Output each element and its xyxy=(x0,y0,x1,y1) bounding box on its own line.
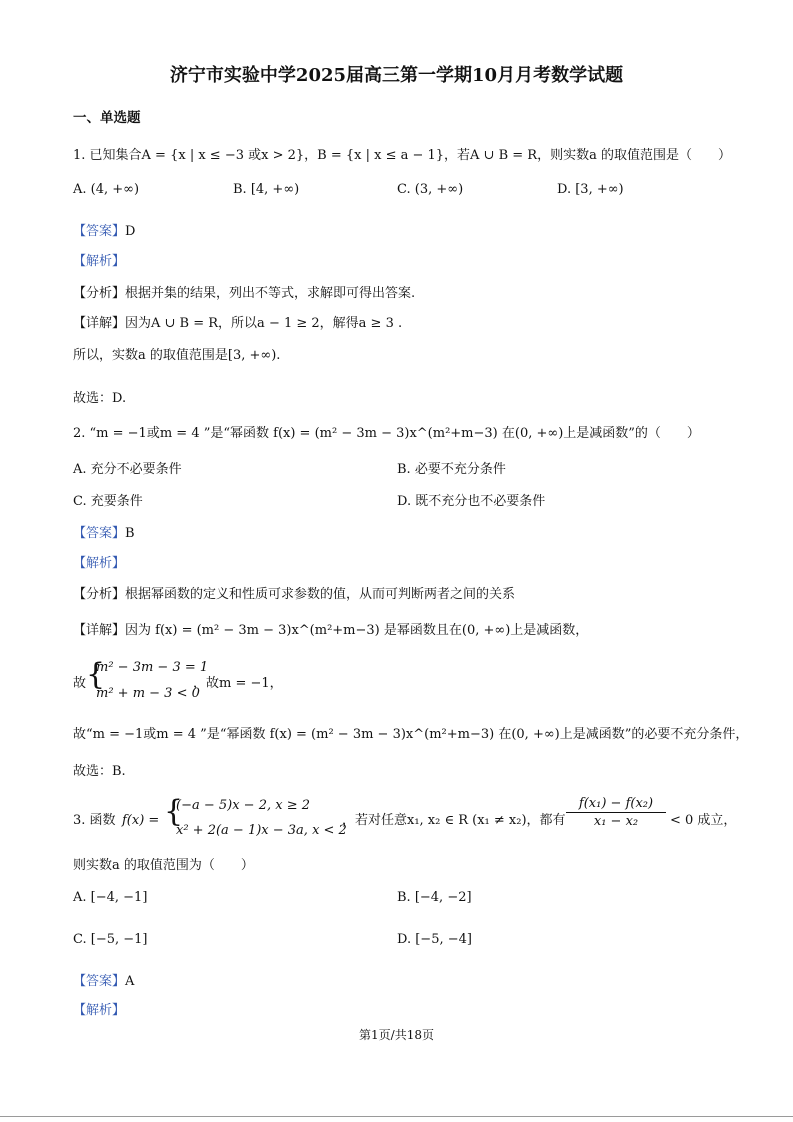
q2-answer xyxy=(73,526,135,542)
q2-gu: 故 xyxy=(73,676,87,691)
q1-option-d[interactable]: D. [3, +∞) xyxy=(557,182,624,197)
q1-conclusion: 所以，实数a 的取值范围是[3, +∞). xyxy=(73,348,281,363)
q1-fenxi xyxy=(73,286,415,302)
q2-stem: 2. “m = −1或m = 4 ”是“幂函数 f(x) = (m² − 3m − 3)x^(m²+m−3) 在(0, +∞)上是减函数”的（ ） xyxy=(73,426,700,441)
q1-xiangjie xyxy=(73,316,402,332)
q1-option-c[interactable]: C. (3, +∞) xyxy=(397,182,464,197)
fraction-numerator: f(x₁) − f(x₂) xyxy=(578,796,654,811)
fenxi-text: 根据幂函数的定义和性质可求参数的值，从而可判断两者之间的关系 xyxy=(125,587,516,602)
q3-num: 3. 函数 xyxy=(73,813,116,828)
q1-answer xyxy=(73,224,135,240)
answer-value: A xyxy=(125,974,135,989)
q3-option-a[interactable]: A. [−4, −1] xyxy=(73,890,148,905)
fraction-denominator: x₁ − x₂ xyxy=(593,814,639,829)
bottom-divider xyxy=(0,1116,793,1117)
answer-tag: 【答案】 xyxy=(73,526,126,541)
q2-analysis-tag: 【解析】 xyxy=(73,556,126,571)
answer-value: D xyxy=(125,224,136,239)
q2-option-b[interactable]: B. 必要不充分条件 xyxy=(397,462,506,477)
q1-choose: 故选：D. xyxy=(73,391,127,406)
q2-conclusion: 故“m = −1或m = 4 ”是“幂函数 f(x) = (m² − 3m − 3)x^(m²+m−3) 在(0, +∞)上是减函数”的必要不充分条件， xyxy=(73,727,749,742)
q3-option-c[interactable]: C. [−5, −1] xyxy=(73,932,148,947)
q3-answer xyxy=(73,974,134,990)
answer-tag: 【答案】 xyxy=(73,974,126,989)
q3-option-d[interactable]: D. [−5, −4] xyxy=(397,932,472,947)
answer-value: B xyxy=(125,526,135,541)
q1-option-b[interactable]: B. [4, +∞) xyxy=(233,182,300,197)
q1-option-a[interactable]: A. (4, +∞) xyxy=(73,182,140,197)
q3-piece-2: x² + 2(a − 1)x − 3a, x < 2 xyxy=(176,823,347,838)
q3-option-b[interactable]: B. [−4, −2] xyxy=(397,890,472,905)
q3-fraction xyxy=(566,796,666,829)
section-heading: 一、单选题 xyxy=(73,110,141,126)
q2-system-eq2: m² + m − 3 < 0 xyxy=(96,686,200,701)
q2-system-eq1: m² − 3m − 3 = 1 xyxy=(96,660,209,675)
xiangjie-text: 因为 f(x) = (m² − 3m − 3)x^(m²+m−3) 是幂函数且在(0, +∞)上是减函数， xyxy=(125,623,589,638)
q3-tail: < 0 成立， xyxy=(670,813,737,828)
fenxi-tag: 【分析】 xyxy=(73,587,126,602)
q3-fx: f(x) = xyxy=(122,813,160,828)
q3-mid: ，若对任意x₁, x₂ ∈ R (x₁ ≠ x₂)，都有 xyxy=(342,813,566,828)
q2-option-a[interactable]: A. 充分不必要条件 xyxy=(73,462,182,477)
q2-fenxi xyxy=(73,587,515,603)
fraction-bar xyxy=(566,812,666,813)
document-title: 济宁市实验中学2025届高三第一学期10月月考数学试题 xyxy=(169,65,624,86)
xiangjie-tag: 【详解】 xyxy=(73,623,126,638)
left-brace-icon: { xyxy=(164,794,184,829)
q1-stem: 1. 已知集合A = {x | x ≤ −3 或x > 2}，B = {x | x ≤ a − 1}，若A ∪ B = R，则实数a 的取值范围是（ ） xyxy=(73,148,731,163)
q3-stem2: 则实数a 的取值范围为（ ） xyxy=(73,858,254,873)
q2-choose: 故选：B. xyxy=(73,764,126,779)
answer-tag: 【答案】 xyxy=(73,224,126,239)
q3-analysis-tag: 【解析】 xyxy=(73,1003,126,1018)
q2-gu-result: ，故m = −1， xyxy=(193,676,283,691)
xiangjie-text: 因为A ∪ B = R，所以a − 1 ≥ 2，解得a ≥ 3 . xyxy=(125,316,403,331)
fenxi-tag: 【分析】 xyxy=(73,286,126,301)
q1-analysis-tag: 【解析】 xyxy=(73,254,126,269)
page-footer: 第1页/共18页 xyxy=(359,1028,434,1042)
xiangjie-tag: 【详解】 xyxy=(73,316,126,331)
q2-option-d[interactable]: D. 既不充分也不必要条件 xyxy=(397,494,546,509)
q2-xiangjie xyxy=(73,623,588,639)
left-brace-icon: { xyxy=(86,657,106,692)
fenxi-text: 根据并集的结果，列出不等式，求解即可得出答案. xyxy=(125,286,416,301)
q3-piece-1: (−a − 5)x − 2, x ≥ 2 xyxy=(176,798,310,813)
q2-option-c[interactable]: C. 充要条件 xyxy=(73,494,143,509)
